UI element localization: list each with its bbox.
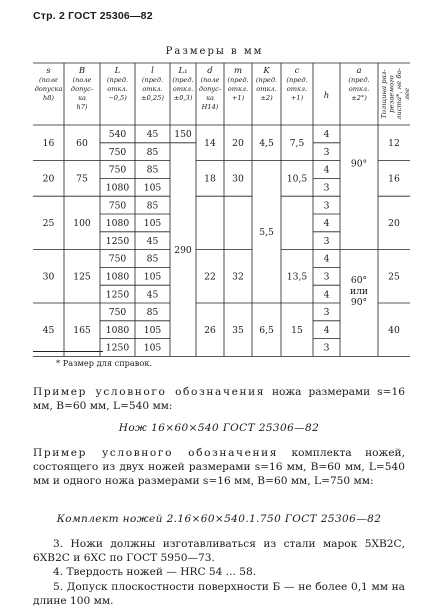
page-header: Стр. 2 ГОСТ 25306—82 [33, 10, 153, 22]
cell-b: 75 [76, 173, 88, 185]
cell-l-length: 1250 [105, 342, 130, 354]
header-b: B [78, 66, 86, 76]
header-s: допуска [34, 85, 63, 93]
header-c: откл. [286, 85, 308, 93]
header-k: ±2) [260, 94, 273, 102]
cell-l-small: 85 [146, 307, 159, 319]
cell-l-small: 105 [143, 324, 162, 336]
cell-h: 4 [323, 324, 330, 336]
cell-sheet-thickness: 16 [388, 173, 400, 185]
header-l: −0,5) [108, 94, 127, 102]
cell-l-length: 540 [108, 129, 127, 141]
header-l: (пред. [141, 76, 164, 84]
cell-l-length: 750 [108, 164, 127, 176]
header-d: (поле [200, 76, 220, 84]
cell-sheet-thickness: 25 [388, 271, 400, 283]
cell-l-small: 45 [146, 289, 159, 301]
cell-d: 22 [204, 271, 216, 283]
cell-d: 14 [204, 138, 216, 149]
example-1-intro-text: ножа размерами s=16 мм, B=60 мм, L=540 мм: [33, 386, 405, 412]
cell-l-length: 750 [108, 253, 127, 265]
cell-c: 15 [291, 324, 303, 336]
cell-c: 7,5 [289, 138, 305, 149]
cell-l1: 150 [174, 129, 192, 141]
cell-h: 4 [323, 164, 330, 176]
cell-l-small: 105 [143, 182, 162, 194]
header-l: L [114, 66, 121, 76]
cell-l-length: 1080 [105, 218, 130, 230]
cell-k: 4,5 [259, 138, 274, 149]
header-sheet-thickness: резаемого [387, 75, 396, 113]
cell-l-small: 85 [146, 253, 159, 265]
cell-l-length: 1250 [105, 235, 130, 247]
cell-h: 3 [323, 271, 330, 283]
cell-s: 16 [42, 138, 55, 149]
clause-5: 5. Допуск плоскостности поверхности Б — не более 0,1 мм на длине 100 мм. [33, 581, 405, 607]
header-l1: L₁ [178, 66, 188, 76]
cell-d: 18 [204, 173, 216, 185]
cell-s: 20 [42, 173, 55, 185]
header-m: откл. [227, 85, 249, 93]
table-cells [35, 66, 411, 354]
cell-angle: или [349, 286, 369, 298]
header-l1: (пред. [172, 76, 194, 84]
cell-l-length: 750 [108, 307, 127, 319]
cell-l-small: 85 [146, 146, 159, 158]
cell-h: 4 [323, 218, 330, 230]
header-b: ка [78, 94, 86, 102]
header-k: (пред. [255, 76, 278, 84]
cell-k: 6,5 [259, 324, 274, 336]
example-2-intro [33, 446, 405, 488]
header-c: +1) [290, 94, 304, 102]
header-l: откл. [142, 85, 163, 93]
cell-m: 35 [232, 324, 244, 336]
cell-l-small: 105 [143, 271, 162, 283]
clause-3: 3. Ножи должны изготавливаться из стали марок 5ХВ2С, 6ХВ2С и 6ХС по ГОСТ 5950—73. [33, 538, 405, 564]
header-m: m [233, 66, 243, 76]
example-2-designation: Комплект ножей 2.16×60×540.1.750 ГОСТ 25306—82 [56, 513, 382, 525]
cell-l-length: 750 [108, 200, 127, 212]
cell-l1: 290 [174, 244, 192, 256]
cell-angle: 90° [350, 158, 368, 170]
header-sheet-thickness: Толщина раз- [380, 69, 388, 119]
cell-m: 30 [232, 173, 244, 185]
header-sheet-thickness: лее [402, 87, 411, 101]
header-b: допус- [70, 85, 94, 93]
cell-m: 32 [232, 271, 244, 283]
footnote-rule [33, 351, 103, 352]
header-a: ±2°) [351, 94, 367, 102]
header-b: (поле [72, 76, 92, 84]
cell-b: 165 [73, 324, 91, 336]
header-l1: откл. [172, 85, 194, 93]
header-c: (пред. [286, 76, 308, 84]
clause-4: 4. Твердость ножей — HRC 54 ... 58. [53, 566, 257, 578]
cell-sheet-thickness: 12 [388, 138, 400, 149]
header-a: откл. [348, 85, 370, 93]
cell-l-length: 1080 [105, 324, 130, 336]
cell-l-small: 105 [143, 218, 162, 230]
cell-h: 3 [323, 146, 330, 158]
header-b: h7) [76, 103, 88, 111]
header-sheet-thickness: листа*, не бо- [395, 68, 404, 120]
header-c: c [294, 66, 300, 76]
cell-h: 3 [323, 235, 330, 247]
cell-l-length: 1080 [105, 182, 130, 194]
cell-l-small: 105 [143, 342, 162, 354]
header-d: допус- [198, 85, 222, 93]
cell-l-length: 750 [108, 146, 127, 158]
example-1-designation: Нож 16×60×540 ГОСТ 25306—82 [118, 422, 320, 434]
header-l: ±0,25) [141, 94, 164, 102]
cell-b: 100 [73, 218, 91, 230]
cell-d: 26 [204, 324, 216, 336]
example-1-intro-spaced: Пример условного обозначения [33, 386, 266, 398]
table-caption: Размеры в мм [165, 46, 264, 57]
cell-h: 3 [323, 200, 330, 212]
header-d: d [207, 66, 213, 76]
cell-s: 30 [42, 271, 55, 283]
cell-b: 60 [76, 138, 88, 149]
header-s: (поле [39, 76, 58, 84]
cell-h: 3 [323, 342, 330, 354]
cell-c: 10,5 [286, 173, 308, 185]
cell-k: 5,5 [259, 227, 274, 238]
header-l1: ±0,3) [173, 94, 193, 102]
cell-m: 20 [232, 138, 244, 149]
header-l: откл. [107, 85, 128, 93]
header-d: ка [206, 94, 214, 102]
header-a: (пред. [348, 76, 370, 84]
cell-l-small: 45 [146, 129, 159, 141]
cell-h: 4 [323, 129, 330, 141]
cell-s: 45 [42, 324, 55, 336]
header-m: (пред. [227, 76, 249, 84]
cell-h: 4 [323, 253, 330, 265]
example-2-intro-text: комплекта ножей, состоящего из двух ножей размерами s=16 мм, B=60 мм, L=540 мм и одного ножа размерами s=16 мм, B=60 мм, L=750 мм: [33, 447, 405, 487]
cell-l-small: 45 [146, 235, 159, 247]
cell-sheet-thickness: 40 [388, 324, 400, 336]
cell-l-small: 85 [146, 164, 159, 176]
header-l: (пред. [106, 76, 129, 84]
example-1-intro [33, 385, 405, 413]
header-a: a [356, 66, 362, 76]
table-grid [33, 63, 410, 356]
cell-sheet-thickness: 20 [388, 218, 400, 230]
example-2-intro-spaced: Пример условного обозначения [33, 447, 279, 459]
cell-c: 13,5 [286, 271, 308, 283]
cell-h: 4 [323, 289, 330, 301]
cell-b: 125 [73, 271, 91, 283]
cell-h: 3 [323, 182, 330, 194]
cell-l-length: 1250 [105, 289, 130, 301]
cell-s: 25 [42, 218, 55, 230]
header-s: s [46, 66, 51, 76]
cell-angle: 90° [350, 297, 368, 308]
cell-angle: 60° [350, 275, 368, 287]
cell-l-length: 1080 [105, 271, 130, 283]
header-k: откл. [256, 85, 277, 93]
header-s: h8) [42, 94, 55, 102]
cell-l-small: 85 [146, 200, 159, 212]
header-d: H14) [201, 103, 219, 111]
header-k: K [263, 66, 270, 76]
footnote: * Размер для справок. [56, 358, 153, 368]
cell-h: 3 [323, 307, 330, 319]
header-l: l [151, 66, 154, 76]
header-m: +1) [231, 94, 245, 102]
header-h: h [323, 91, 330, 101]
